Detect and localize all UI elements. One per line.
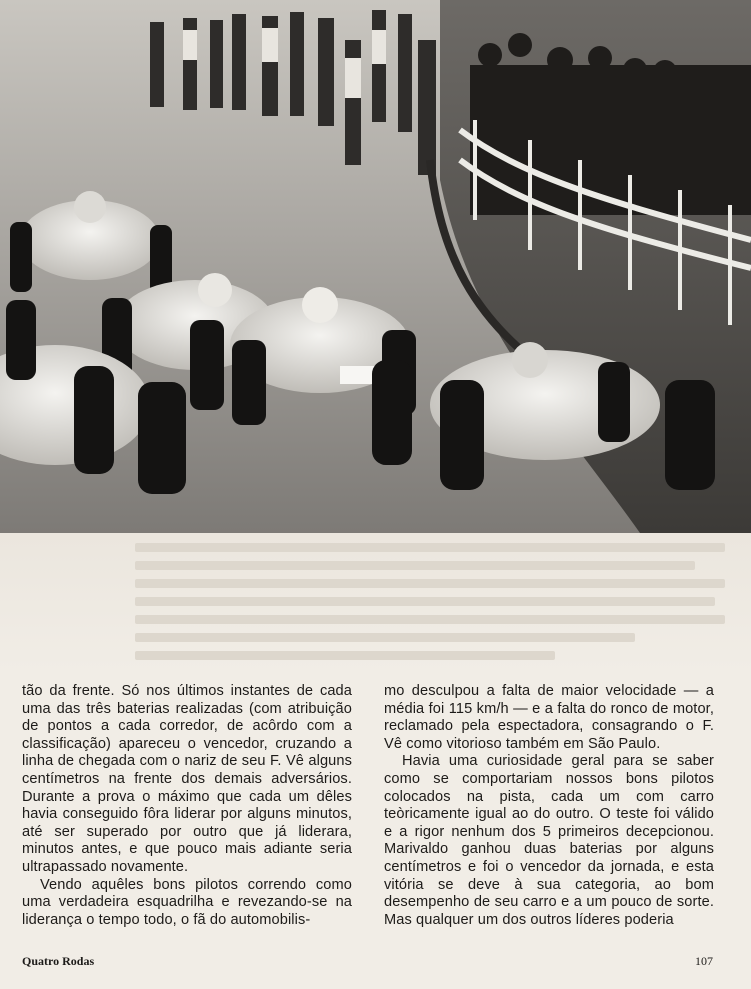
paragraph: mo desculpou a falta de maior velocidade — a média foi 115 km/h — e a falta do ronco de motor, reclamado pela espectadora, consagrando o F. Vê como vitorioso também em São Paulo.: [384, 683, 714, 752]
paragraph: tão da frente. Só nos últimos instantes de cada uma das três baterias realizadas (com atribuição de pontos a cada corredor, de acôrdo com a classificação) apareceu o vencedor, cruzando a linha de chegada com o nariz de seu F. Vê alguns centímetros na frente dos demais adversários. Durante a prova o máximo que cada um dêles havia conseguido fôra liderar por alguns minutos, até ser superado por outro que já liderara, minutos antes, e que pouco mais adiante seria ultrapassado novamente.: [22, 683, 352, 875]
bleed-through-area: [0, 533, 751, 673]
article-column-right: [384, 683, 714, 929]
page-number: 107: [695, 954, 713, 968]
article-column-left: [22, 683, 352, 929]
page-footer: [22, 954, 713, 972]
magazine-name: Quatro Rodas: [22, 954, 95, 968]
paragraph: Havia uma curiosidade geral para se saber como se comportariam nossos bons pilotos colocados na pista, cada um com carro teòricamente igual ao do outro. O teste foi válido e a rigor nenhum dos 5 primeiros decepcionou. Marivaldo ganhou duas baterias por alguns centímetros e foi o vencedor da jornada, e esta vitória se deve à sua categoria, ao bom desempenho de seu carro e a um pouco de sorte. Mas qualquer um dos outros líderes poderia: [384, 753, 714, 928]
paragraph: Vendo aquêles bons pilotos correndo como uma verdadeira esquadrilha e revezando-se na liderança o tempo todo, o fã do automobilis-: [22, 876, 352, 928]
